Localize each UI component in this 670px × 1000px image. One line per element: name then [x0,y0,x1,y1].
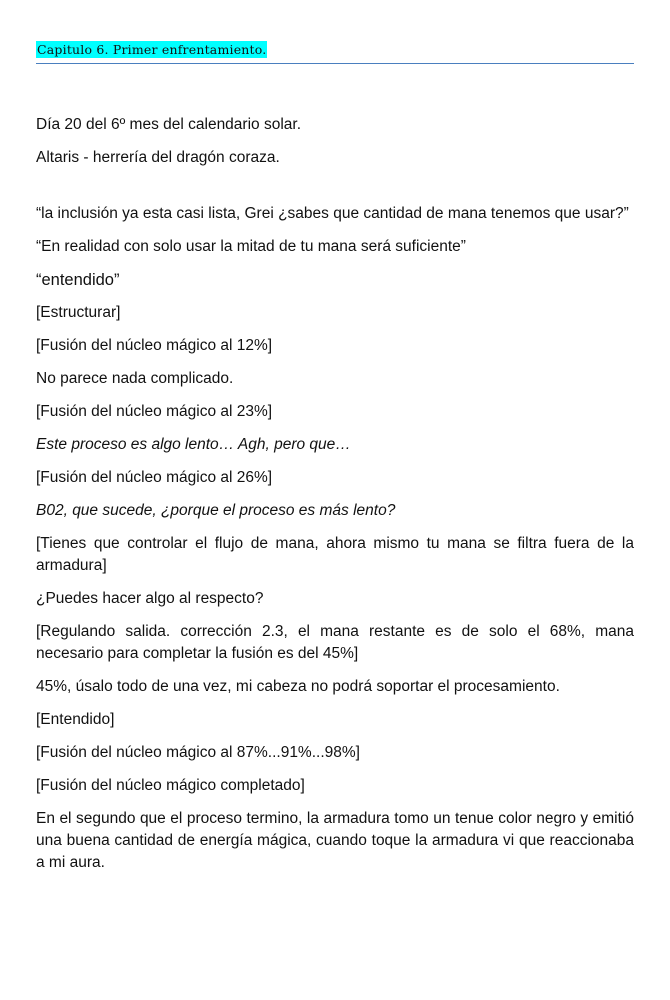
paragraph: [Regulando salida. corrección 2.3, el mana restante es de solo el 68%, mana necesario para completar la fusión es del 45%] [36,623,634,662]
paragraph: En el segundo que el proceso termino, la armadura tomo un tenue color negro y emitió una buena cantidad de energía mágica, cuando toque la armadura vi que reaccionaba a mi aura. [36,810,634,871]
paragraph: [Fusión del núcleo mágico al 23%] [36,403,273,420]
paragraph-thought: B02, que sucede, ¿porque el proceso es más lento? [36,502,396,519]
paragraph: [Fusión del núcleo mágico al 87%...91%...98%] [36,744,360,761]
paragraph-location: Altaris - herrería del dragón coraza. [36,149,280,166]
paragraph: [Estructurar] [36,304,121,321]
paragraph: “En realidad con solo usar la mitad de tu mana será suficiente” [36,238,466,255]
paragraph: [Entendido] [36,711,115,728]
paragraph: [Fusión del núcleo mágico al 12%] [36,337,273,354]
paragraph: “la inclusión ya esta casi lista, Grei ¿sabes que cantidad de mana tenemos que usar?” [36,205,629,222]
paragraph-thought: Este proceso es algo lento… Agh, pero que… [36,436,351,453]
paragraph: “entendido” [36,271,120,289]
document-body [36,114,634,885]
paragraph: ¿Puedes hacer algo al respecto? [36,590,264,607]
chapter-title: Capitulo 6. Primer enfrentamiento. [37,42,267,57]
paragraph: [Fusión del núcleo mágico completado] [36,777,305,794]
paragraph: [Tienes que controlar el flujo de mana, ahora mismo tu mana se filtra fuera de la armadura] [36,535,634,574]
chapter-header [36,41,634,64]
paragraph-date: Día 20 del 6º mes del calendario solar. [36,116,302,133]
paragraph: No parece nada complicado. [36,370,234,387]
paragraph: 45%, úsalo todo de una vez, mi cabeza no podrá soportar el procesamiento. [36,678,560,695]
paragraph: [Fusión del núcleo mágico al 26%] [36,469,273,486]
